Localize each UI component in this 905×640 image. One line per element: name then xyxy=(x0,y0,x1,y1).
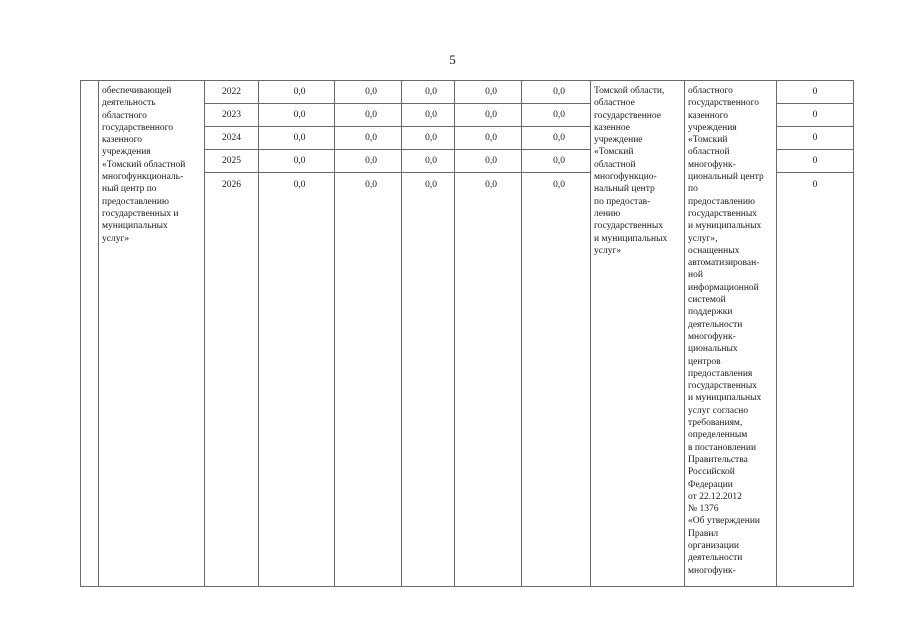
result-cell: 0 xyxy=(777,104,854,127)
value-cell: 0,0 xyxy=(402,127,455,150)
value-cell: 0,0 xyxy=(259,81,335,104)
executor-text: Томской области, областное государственное казенное учреждение «Томский областной многофункцио- нальный центр по предостав- лению государственных и муниципальных услуг» xyxy=(594,86,668,256)
value-cell: 0,0 xyxy=(402,104,455,127)
description-text: обеспечивающей деятельность областного государственного казенного учреждения «Томский областной многофункциональ- ный центр по предоставлению государственных и муниципальных услуг» xyxy=(102,86,186,244)
year-cell: 2025 xyxy=(205,150,259,173)
year-cell: 2026 xyxy=(205,173,259,587)
value-cell: 0,0 xyxy=(335,150,402,173)
result-cell: 0 xyxy=(777,127,854,150)
value-cell: 0,0 xyxy=(522,104,591,127)
table-row xyxy=(81,81,854,104)
value-cell: 0,0 xyxy=(455,150,522,173)
value-cell: 0,0 xyxy=(335,104,402,127)
value-cell: 0,0 xyxy=(259,173,335,587)
executor-cell xyxy=(591,81,685,587)
value-cell: 0,0 xyxy=(522,81,591,104)
value-cell: 0,0 xyxy=(522,127,591,150)
page-number: 5 xyxy=(449,52,456,67)
value-cell: 0,0 xyxy=(455,104,522,127)
value-cell: 0,0 xyxy=(335,173,402,587)
indicator-cell xyxy=(685,81,777,587)
value-cell: 0,0 xyxy=(335,127,402,150)
result-cell: 0 xyxy=(777,81,854,104)
result-cell: 0 xyxy=(777,150,854,173)
value-cell: 0,0 xyxy=(259,127,335,150)
value-cell: 0,0 xyxy=(455,127,522,150)
value-cell: 0,0 xyxy=(522,150,591,173)
value-cell: 0,0 xyxy=(455,81,522,104)
value-cell: 0,0 xyxy=(522,173,591,587)
year-cell: 2022 xyxy=(205,81,259,104)
value-cell: 0,0 xyxy=(402,173,455,587)
description-cell xyxy=(99,81,205,587)
value-cell: 0,0 xyxy=(259,104,335,127)
year-cell: 2023 xyxy=(205,104,259,127)
value-cell: 0,0 xyxy=(402,150,455,173)
value-cell: 0,0 xyxy=(335,81,402,104)
indicator-text: областного государственного казенного учреждения «Томский областной многофунк- циональный центр по предоставлению государственных и муниципальных услуг», оснащенных автоматизирован- ной информационной системой поддержки деятельности многофунк- циональных центров предоставления государственных и муниципальных услуг согласно требованиям, определенным в постановлении Правительства Российской Федерации от 22.12.2012 № 1376 «Об утверждении Правил организации деятельности многофунк- xyxy=(688,86,764,576)
value-cell: 0,0 xyxy=(455,173,522,587)
value-cell: 0,0 xyxy=(259,150,335,173)
program-table xyxy=(80,80,854,587)
value-cell: 0,0 xyxy=(402,81,455,104)
year-cell: 2024 xyxy=(205,127,259,150)
result-cell: 0 xyxy=(777,173,854,587)
index-cell xyxy=(81,81,99,587)
